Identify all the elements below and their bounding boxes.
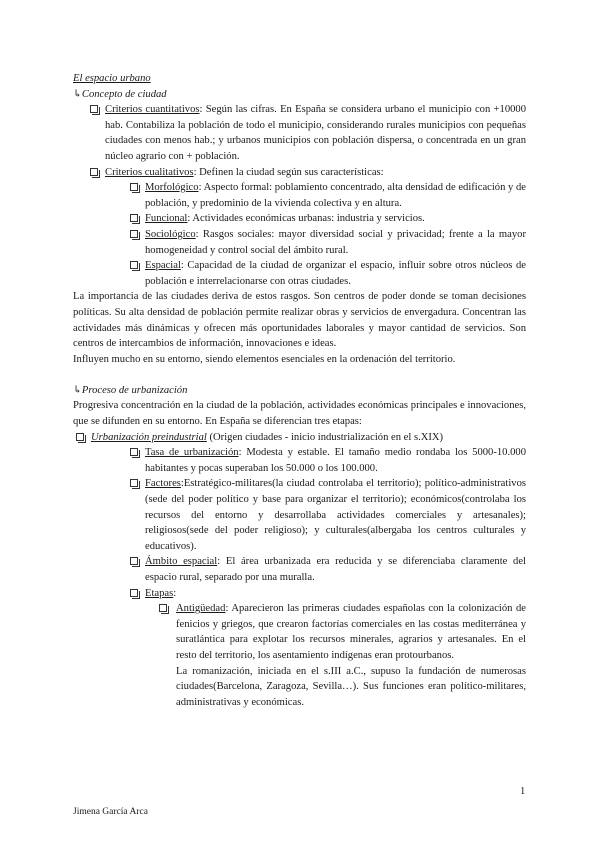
subbullet-text: :Estratégico-militares(la ciudad controlaba el territorio); político-administrativos (sede del poder político y base para organizar el territorio); económicos(controlaba los recursos del entorno y desarrollaba actividades comerciales y artesanales); religiosos(sede del poder religioso); y culturales(albergaba los centros culturales y educativos).	[145, 478, 526, 552]
subbullet-text: : Aspecto formal: poblamiento concentrado, alta densidad de edificación y de población, y predominio de la vivienda colectiva y en altura.	[145, 182, 526, 209]
subbullet-label: Morfológico	[145, 182, 199, 194]
subbullet-ambito-espacial	[73, 554, 526, 585]
checkbox-bullet-icon	[90, 168, 98, 176]
checkbox-bullet-icon	[130, 557, 138, 565]
bullet-urbanizacion-preindustrial	[73, 430, 526, 446]
subbullet-label: Etapas	[145, 587, 174, 599]
subbullet-text: : El área urbanizada era reducida y se diferenciaba claramente del espacio rural, separado por una muralla.	[145, 556, 526, 583]
paragraph-importancia: La importancia de las ciudades deriva de estos rasgos. Son centros de poder donde se toman decisiones políticas. Su alta densidad de población permite realizar obras y servicios de envergadura. Concentran las actividades más dinámicas y ofrecen más oportunidades laborales y mayor cantidad de servicios. Son centros de intercambios de información, innovaciones e ideas.	[73, 291, 526, 350]
paragraph-proceso-intro: Progresiva concentración en la ciudad de la población, actividades económicas principales e innovaciones, que se difunden en su entorno. En España se diferencian tres etapas:	[73, 400, 526, 428]
subbullet-factores	[73, 476, 526, 554]
subbullet-label: Espacial	[145, 260, 181, 272]
subsubbullet-text: : Aparecieron las primeras ciudades españolas con la colonización de fenicios y griegos, que crearon factorías comerciales en las costas mediterránea y suratlántica para explotar los recursos minerales, agrarios y artesanales. En el resto del territorio, los asentamiento indígenas eran protourbanos.	[176, 603, 526, 661]
subbullet-espacial	[73, 258, 526, 289]
bullet-text: : Según las cifras. En España se considera urbano el municipio con +10000 hab. Contabiliza la población de todo el municipio, considerando rurales municipios con pequeñas ciudades con menos hab.; y urbanos municipios con población dispersa, o concentrada en un gran núcleo agrario con + población.	[105, 104, 527, 162]
checkbox-bullet-icon	[130, 479, 138, 487]
section-heading-proceso: ↳Proceso de urbanización	[73, 384, 188, 396]
subbullet-label: Ámbito espacial	[145, 556, 218, 568]
checkbox-bullet-icon	[130, 230, 138, 238]
bullet-text: (Origen ciudades - inicio industrialización en el s.XIX)	[206, 431, 444, 443]
subbullet-text: : Rasgos sociales: mayor diversidad social y privacidad; frente a la mayor homogeneidad y control social del ámbito rural.	[145, 228, 526, 256]
bullet-text: : Definen la ciudad según sus características:	[193, 166, 384, 178]
section-heading-concepto: ↳Concepto de ciudad	[73, 88, 167, 100]
subbullet-label: Funcional	[145, 213, 188, 225]
subbullet-label: Factores	[145, 478, 181, 490]
checkbox-bullet-icon	[130, 448, 138, 456]
checkbox-bullet-icon	[76, 433, 84, 441]
subbullet-funcional	[73, 211, 526, 227]
checkbox-bullet-icon	[90, 105, 98, 113]
subbullet-tasa-urbanizacion	[73, 445, 526, 476]
checkbox-bullet-icon	[159, 604, 167, 612]
bullet-criterios-cuantitativos	[73, 102, 526, 164]
page-number: 1	[520, 786, 526, 797]
checkbox-bullet-icon	[130, 183, 138, 191]
bullet-label: Urbanización preindustrial	[91, 431, 207, 443]
paragraph-romanizacion: La romanización, iniciada en el s.III a.C., supuso la fundación de numerosas ciudades(Barcelona, Zaragoza, Sevilla…). Sus funciones eran político-militares, administrativas y económicas.	[176, 665, 526, 708]
checkbox-bullet-icon	[130, 214, 138, 222]
document-title: El espacio urbano	[73, 73, 151, 84]
subsubbullet-label: Antigüedad	[176, 603, 226, 615]
paragraph-influencia: Influyen mucho en su entorno, siendo elementos esenciales en la ordenación del territorio.	[73, 353, 456, 365]
subbullet-text: : Capacidad de la ciudad de organizar el espacio, influir sobre otros núcleos de población e interrelacionarse con otras ciudades.	[145, 260, 526, 287]
checkbox-bullet-icon	[130, 261, 138, 269]
document-body	[73, 71, 526, 710]
subbullet-etapas	[73, 586, 526, 602]
subbullet-morfologico	[73, 180, 526, 211]
checkbox-bullet-icon	[130, 589, 138, 597]
bullet-label: Criterios cualitativos	[105, 166, 194, 178]
subbullet-text: : Modesta y estable. El tamaño medio rondaba los 5000-10.000 habitantes y pocas superaban los 50.000 o los 100.000.	[145, 447, 526, 474]
subbullet-text: : Actividades económicas urbanas: industria y servicios.	[187, 213, 425, 225]
subbullet-label: Sociológico	[145, 228, 196, 240]
subbullet-label: Tasa de urbanización	[145, 447, 239, 459]
bullet-criterios-cualitativos	[73, 165, 526, 181]
subbullet-sociologico	[73, 227, 526, 258]
footer-author: Jimena García Arca	[73, 807, 148, 817]
subsubbullet-antiguedad	[73, 601, 526, 663]
bullet-label: Criterios cuantitativos	[105, 104, 200, 116]
subbullet-text: :	[173, 587, 177, 599]
